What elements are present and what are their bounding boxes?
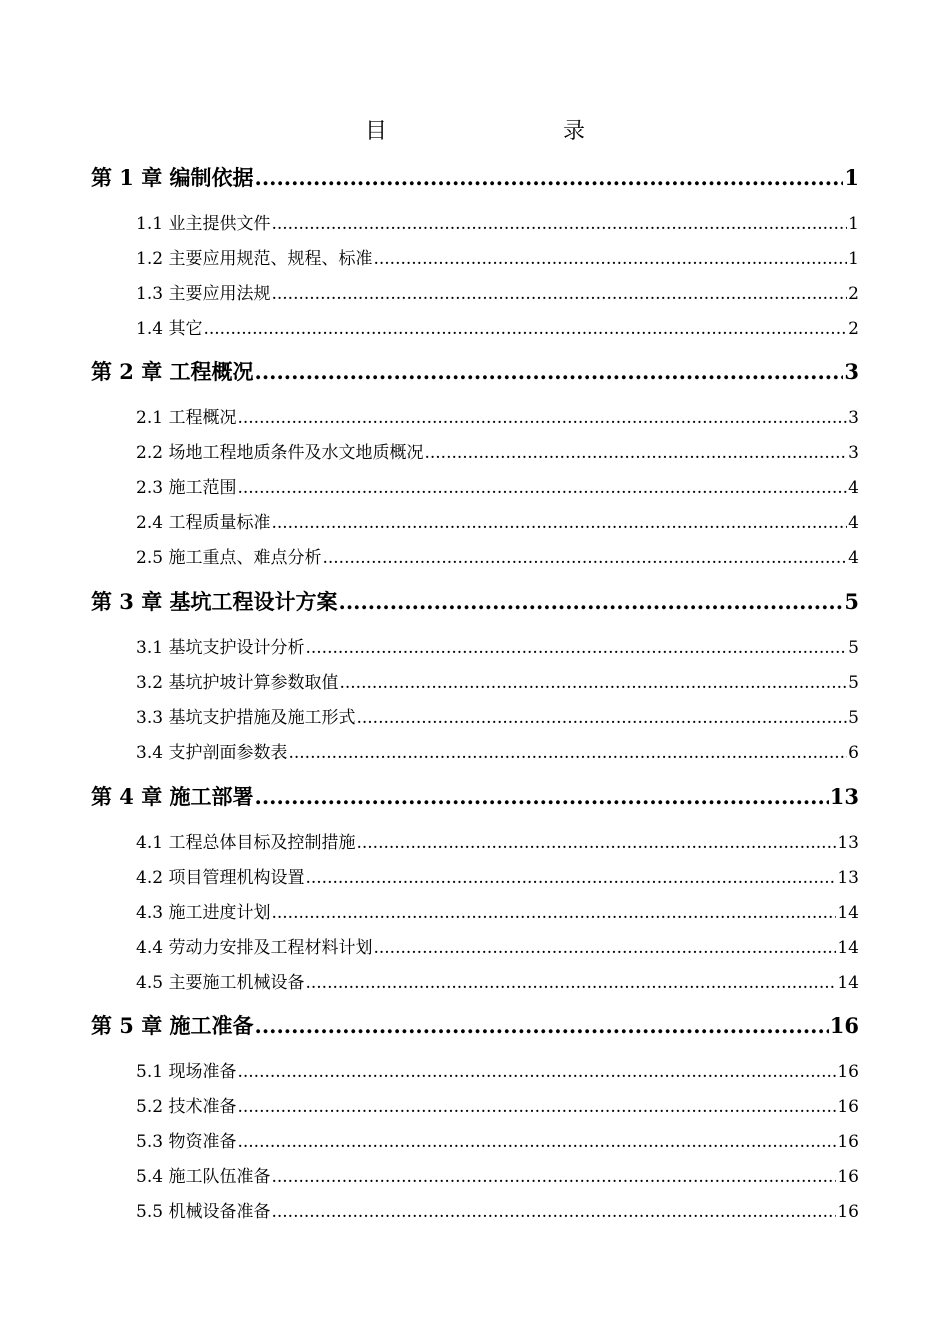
toc-section-entry[interactable]: [136, 406, 859, 430]
toc-section-entry[interactable]: [136, 1095, 859, 1119]
dot-leader: [237, 1137, 836, 1154]
dot-leader: [373, 254, 847, 271]
toc-section-entry[interactable]: [136, 247, 859, 271]
toc-chapter-label: 第 3 章 基坑工程设计方案: [91, 589, 338, 614]
dot-leader: [288, 748, 847, 765]
toc-chapter-page-number: 1: [844, 165, 859, 190]
toc-section-label: 1.1 业主提供文件: [136, 214, 271, 234]
toc-section-label: 3.2 基坑护坡计算参数取值: [136, 673, 339, 693]
toc-section-page-number: 1: [848, 214, 859, 234]
toc-section-label: 1.2 主要应用规范、规程、标准: [136, 249, 373, 269]
toc-chapter-entry[interactable]: [91, 1011, 859, 1041]
toc-chapter-label: 第 5 章 施工准备: [91, 1013, 254, 1038]
dot-leader: [271, 518, 847, 535]
dot-leader: [373, 943, 836, 960]
toc-section-page-number: 2: [848, 284, 859, 304]
toc-section-entry[interactable]: [136, 317, 859, 341]
toc-section-entry[interactable]: [136, 671, 859, 695]
toc-section-entry[interactable]: [136, 636, 859, 660]
dot-leader: [305, 873, 836, 890]
toc-section-label: 3.4 支护剖面参数表: [136, 743, 288, 763]
dot-leader: [271, 908, 836, 925]
toc-section-entry[interactable]: [136, 282, 859, 306]
toc-section-entry[interactable]: [136, 441, 859, 465]
dot-leader: [339, 678, 847, 695]
dot-leader: [237, 413, 847, 430]
toc-section-page-number: 14: [837, 903, 859, 923]
toc-section-label: 4.2 项目管理机构设置: [136, 868, 305, 888]
toc-section-page-number: 16: [837, 1097, 859, 1117]
dot-leader: [356, 838, 836, 855]
toc-section-label: 4.3 施工进度计划: [136, 903, 271, 923]
toc-section-page-number: 3: [848, 443, 859, 463]
toc-section-entry[interactable]: [136, 546, 859, 570]
toc-section-label: 2.5 施工重点、难点分析: [136, 548, 322, 568]
toc-section-page-number: 4: [848, 513, 859, 533]
toc-section-page-number: 6: [848, 743, 859, 763]
dot-leader: [255, 366, 844, 387]
dot-leader: [255, 172, 844, 193]
toc-section-entry[interactable]: [136, 1130, 859, 1154]
toc-section-label: 2.4 工程质量标准: [136, 513, 271, 533]
toc-section-label: 5.1 现场准备: [136, 1062, 237, 1082]
toc-section-label: 4.5 主要施工机械设备: [136, 973, 305, 993]
toc-section-page-number: 16: [837, 1167, 859, 1187]
dot-leader: [339, 596, 844, 617]
toc-section-page-number: 14: [837, 938, 859, 958]
dot-leader: [424, 448, 847, 465]
toc-section-label: 2.1 工程概况: [136, 408, 237, 428]
toc-chapter-label: 第 4 章 施工部署: [91, 784, 254, 809]
toc-section-label: 5.3 物资准备: [136, 1132, 237, 1152]
dot-leader: [237, 1067, 836, 1084]
toc-section-entry[interactable]: [136, 212, 859, 236]
dot-leader: [255, 1020, 829, 1041]
toc-section-label: 5.4 施工队伍准备: [136, 1167, 271, 1187]
toc-section-page-number: 14: [837, 973, 859, 993]
toc-section-page-number: 5: [848, 708, 859, 728]
toc-section-entry[interactable]: [136, 1060, 859, 1084]
dot-leader: [305, 978, 836, 995]
dot-leader: [255, 791, 829, 812]
toc-section-page-number: 5: [848, 673, 859, 693]
toc-section-page-number: 16: [837, 1202, 859, 1222]
dot-leader: [203, 324, 847, 341]
toc-chapter-page-number: 16: [829, 1013, 859, 1038]
dot-leader: [237, 1102, 836, 1119]
toc-section-label: 2.2 场地工程地质条件及水文地质概况: [136, 443, 424, 463]
dot-leader: [237, 483, 847, 500]
toc-section-label: 1.3 主要应用法规: [136, 284, 271, 304]
toc-section-entry[interactable]: [136, 476, 859, 500]
toc-chapter-entry[interactable]: [91, 587, 859, 617]
toc-section-page-number: 5: [848, 638, 859, 658]
dot-leader: [271, 1172, 836, 1189]
toc-chapter-page-number: 13: [829, 784, 859, 809]
dot-leader: [271, 219, 847, 236]
toc-section-page-number: 1: [848, 249, 859, 269]
toc-section-label: 2.3 施工范围: [136, 478, 237, 498]
toc-section-label: 5.5 机械设备准备: [136, 1202, 271, 1222]
toc-section-label: 4.4 劳动力安排及工程材料计划: [136, 938, 373, 958]
toc-chapter-entry[interactable]: [91, 163, 859, 193]
toc-section-page-number: 16: [837, 1062, 859, 1082]
toc-section-page-number: 3: [848, 408, 859, 428]
toc-section-entry[interactable]: [136, 831, 859, 855]
toc-section-label: 3.3 基坑支护措施及施工形式: [136, 708, 356, 728]
toc-chapter-page-number: 5: [844, 589, 859, 614]
dot-leader: [271, 289, 847, 306]
toc-section-page-number: 4: [848, 478, 859, 498]
toc-section-label: 3.1 基坑支护设计分析: [136, 638, 305, 658]
toc-section-page-number: 16: [837, 1132, 859, 1152]
toc-section-page-number: 2: [848, 319, 859, 339]
toc-chapter-label: 第 2 章 工程概况: [91, 359, 254, 384]
toc-chapter-entry[interactable]: [91, 357, 859, 387]
toc-section-entry[interactable]: [136, 741, 859, 765]
toc-section-entry[interactable]: [136, 1200, 859, 1224]
toc-section-page-number: 13: [837, 833, 859, 853]
dot-leader: [271, 1207, 836, 1224]
toc-section-page-number: 13: [837, 868, 859, 888]
toc-section-page-number: 4: [848, 548, 859, 568]
toc-chapter-entry[interactable]: [91, 782, 859, 812]
toc-section-entry[interactable]: [136, 1165, 859, 1189]
dot-leader: [322, 553, 847, 570]
toc-chapter-label: 第 1 章 编制依据: [91, 165, 254, 190]
toc-chapter-page-number: 3: [844, 359, 859, 384]
toc-section-entry[interactable]: [136, 971, 859, 995]
toc-section-entry[interactable]: [136, 706, 859, 730]
dot-leader: [356, 713, 847, 730]
toc-section-label: 5.2 技术准备: [136, 1097, 237, 1117]
toc-section-entry[interactable]: [136, 936, 859, 960]
toc-title: 目 录: [364, 119, 629, 144]
toc-section-entry[interactable]: [136, 511, 859, 535]
dot-leader: [305, 643, 847, 660]
toc-section-entry[interactable]: [136, 901, 859, 925]
toc-section-label: 4.1 工程总体目标及控制措施: [136, 833, 356, 853]
toc-section-label: 1.4 其它: [136, 319, 203, 339]
toc-section-entry[interactable]: [136, 866, 859, 890]
